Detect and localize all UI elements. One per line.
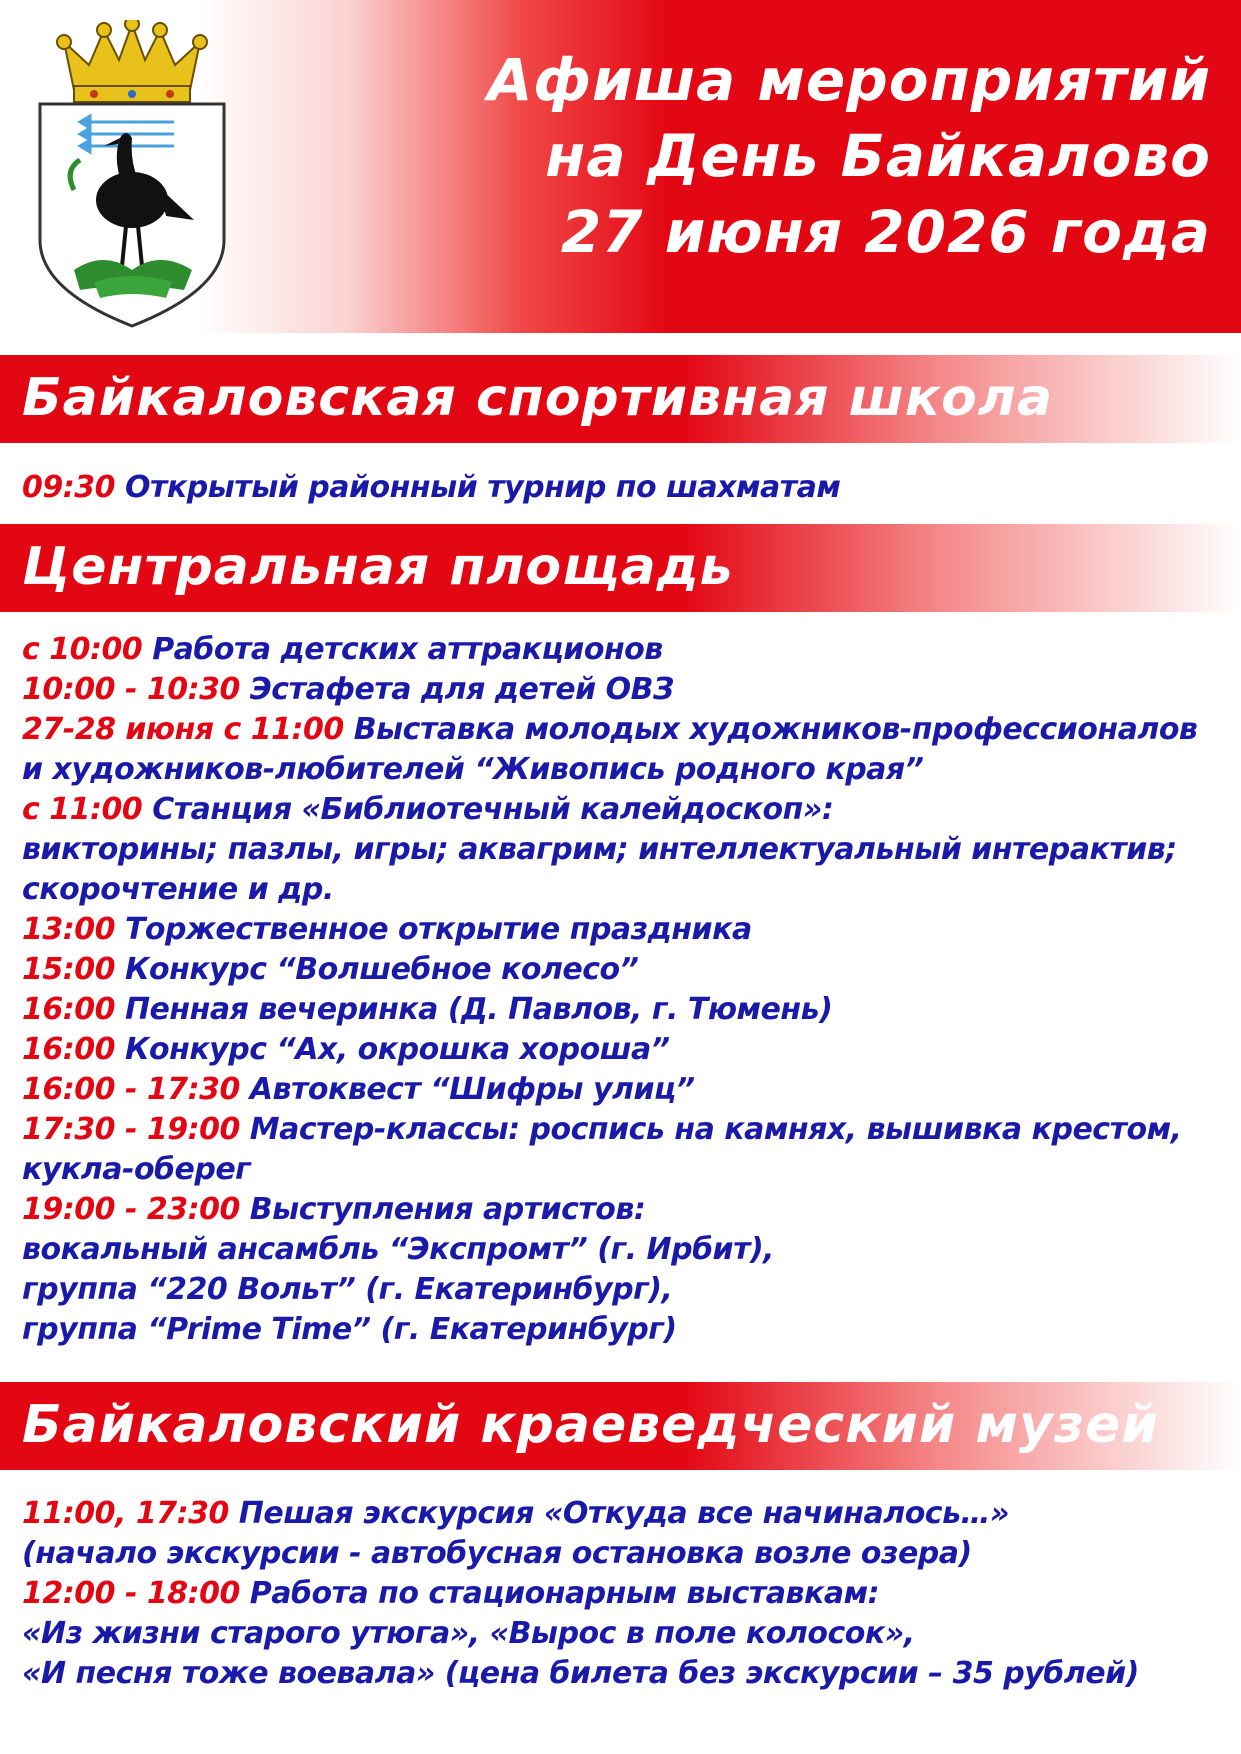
section-list-central-square — [22, 630, 1222, 1350]
header-banner — [0, 0, 1241, 333]
list-item — [22, 670, 1222, 710]
event-text: Открытый районный турнир по шахматам — [124, 470, 841, 505]
event-text: Работа детских аттракционов — [152, 632, 663, 667]
event-text: Автоквест “Шифры улиц” — [249, 1072, 695, 1107]
list-item — [22, 1654, 1222, 1694]
section-banner-central-square — [0, 524, 1241, 612]
event-text: Выставка молодых художников-профессионалов — [353, 712, 1198, 747]
event-text: Работа по стационарным выставкам: — [249, 1576, 880, 1611]
event-time: 09:30 — [22, 470, 115, 505]
event-text: Конкурс “Волшебное колесо” — [124, 952, 639, 987]
list-item — [22, 468, 1222, 508]
event-text: Пенная вечеринка (Д. Павлов, г. Тюмень) — [124, 992, 833, 1027]
event-text: Конкурс “Ах, окрошка хороша” — [124, 1032, 670, 1067]
list-item — [22, 790, 1222, 830]
event-text: вокальный ансамбль “Экспромт” (г. Ирбит), — [22, 1232, 775, 1267]
event-time: 12:00 - 18:00 — [22, 1576, 240, 1611]
event-time: 17:30 - 19:00 — [22, 1112, 240, 1147]
event-time: 10:00 - 10:30 — [22, 672, 240, 707]
list-item — [22, 1110, 1222, 1150]
list-item — [22, 1614, 1222, 1654]
list-item — [22, 830, 1222, 870]
list-item — [22, 1534, 1222, 1574]
event-time: 19:00 - 23:00 — [22, 1192, 240, 1227]
section-list-local-museum — [22, 1494, 1222, 1694]
event-text: Станция «Библиотечный калейдоскоп»: — [152, 792, 834, 827]
event-time: 16:00 - 17:30 — [22, 1072, 240, 1107]
event-text: «И песня тоже воевала» (цена билета без экскурсии – 35 рублей) — [22, 1656, 1139, 1691]
crown-icon — [57, 20, 207, 102]
list-item — [22, 630, 1222, 670]
list-item — [22, 1150, 1222, 1190]
event-text: Торжественное открытие праздника — [124, 912, 752, 947]
list-item — [22, 1310, 1222, 1350]
event-time: с 11:00 — [22, 792, 143, 827]
section-list-sports-school — [22, 468, 1222, 508]
section-banner-local-museum — [0, 1382, 1241, 1470]
section-title: Байкаловский краеведческий музей — [22, 1395, 1159, 1455]
event-text: и художников-любителей “Живопись родного края” — [22, 752, 924, 787]
event-time: 16:00 — [22, 992, 115, 1027]
list-item — [22, 1270, 1222, 1310]
list-item — [22, 870, 1222, 910]
list-item — [22, 1070, 1222, 1110]
event-text: Эстафета для детей ОВЗ — [249, 672, 674, 707]
event-text: скорочтение и др. — [22, 872, 334, 907]
poster-title — [451, 42, 1211, 270]
list-item — [22, 1494, 1222, 1534]
section-banner-sports-school — [0, 355, 1241, 443]
list-item — [22, 1230, 1222, 1270]
event-text: Выступления артистов: — [249, 1192, 646, 1227]
list-item — [22, 1574, 1222, 1614]
event-time: 27-28 июня с 11:00 — [22, 712, 344, 747]
event-time: 13:00 — [22, 912, 115, 947]
coat-of-arms-icon — [34, 20, 230, 330]
event-text: группа “220 Вольт” (г. Екатеринбург), — [22, 1272, 673, 1307]
event-time: 15:00 — [22, 952, 115, 987]
title-line: 27 июня 2026 года — [560, 198, 1211, 266]
event-time: 16:00 — [22, 1032, 115, 1067]
section-title: Байкаловская спортивная школа — [22, 368, 1054, 428]
event-time: 11:00, 17:30 — [22, 1496, 229, 1531]
title-line: Афиша мероприятий — [487, 46, 1211, 114]
event-text: Пешая экскурсия «Откуда все начиналось…» — [238, 1496, 1010, 1531]
event-text: Мастер-классы: роспись на камнях, вышивка крестом, — [249, 1112, 1182, 1147]
event-text: «Из жизни старого утюга», «Вырос в поле колосок», — [22, 1616, 915, 1651]
list-item — [22, 1030, 1222, 1070]
title-line: на День Байкалово — [545, 122, 1211, 190]
section-title: Центральная площадь — [22, 537, 734, 597]
list-item — [22, 990, 1222, 1030]
list-item — [22, 710, 1222, 750]
list-item — [22, 950, 1222, 990]
event-text: группа “Prime Time” (г. Екатеринбург) — [22, 1312, 677, 1347]
list-item — [22, 1190, 1222, 1230]
event-time: с 10:00 — [22, 632, 143, 667]
list-item — [22, 750, 1222, 790]
event-text: кукла-оберег — [22, 1152, 251, 1187]
event-text: (начало экскурсии - автобусная остановка возле озера) — [22, 1536, 972, 1571]
list-item — [22, 910, 1222, 950]
event-text: викторины; пазлы, игры; аквагрим; интеллектуальный интерактив; — [22, 832, 1177, 867]
